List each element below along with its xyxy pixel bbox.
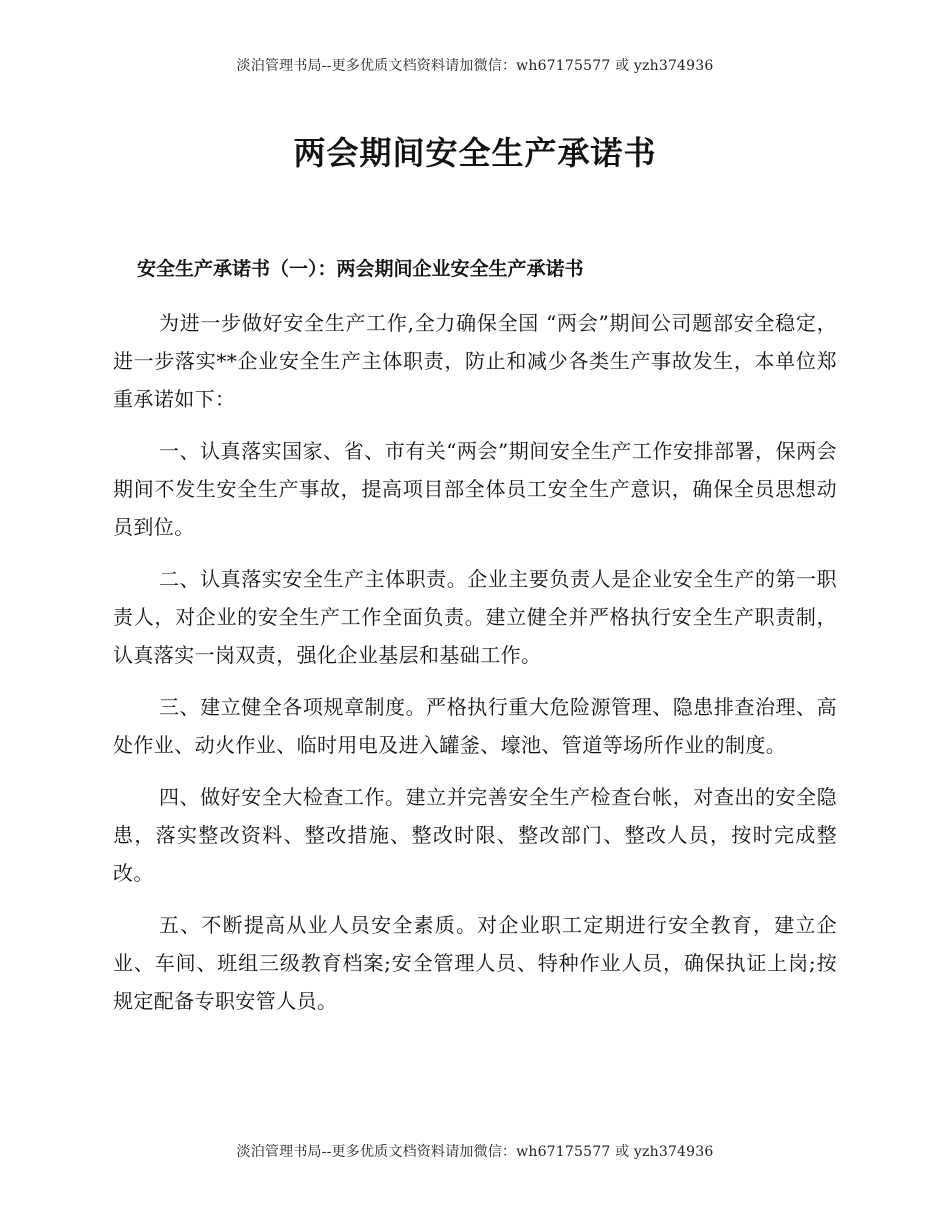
section-heading: 安全生产承诺书（一）：两会期间企业安全生产承诺书 xyxy=(137,258,584,280)
document-body xyxy=(113,304,837,1034)
page-footer-note: 淡泊管理书局--更多优质文档资料请加微信：wh67175577 或 yzh374936 xyxy=(236,1144,714,1160)
paragraph-item-1: 一、认真落实国家、省、市有关“两会”期间安全生产工作安排部署，保两会期间不发生安全生产事故，提高项目部全体员工安全生产意识，确保全员思想动员到位。 xyxy=(113,439,837,539)
document-title: 两会期间安全生产承诺书 xyxy=(293,134,657,172)
paragraph-item-3: 三、建立健全各项规章制度。严格执行重大危险源管理、隐患排查治理、高处作业、动火作业、临时用电及进入罐釜、壕池、管道等场所作业的制度。 xyxy=(113,695,837,757)
paragraph-intro: 为进一步做好安全生产工作,全力确保全国 “两会”期间公司题部安全稳定，进一步落实**企业安全生产主体职责，防止和减少各类生产事故发生，本单位郑重承诺如下： xyxy=(113,311,837,411)
paragraph-item-2: 二、认真落实安全生产主体职责。企业主要负责人是企业安全生产的第一职责人，对企业的安全生产工作全面负责。建立健全并严格执行安全生产职责制，认真落实一岗双责，强化企业基层和基础工作。 xyxy=(113,567,837,667)
paragraph-item-5: 五、不断提高从业人员安全素质。对企业职工定期进行安全教育，建立企业、车间、班组三级教育档案;安全管理人员、特种作业人员，确保执证上岗;按规定配备专职安管人员。 xyxy=(113,913,837,1013)
paragraph-item-4: 四、做好安全大检查工作。建立并完善安全生产检查台帐，对查出的安全隐患，落实整改资料、整改措施、整改时限、整改部门、整改人员，按时完成整改。 xyxy=(113,785,837,885)
page-header-note: 淡泊管理书局--更多优质文档资料请加微信：wh67175577 或 yzh374936 xyxy=(236,58,714,74)
